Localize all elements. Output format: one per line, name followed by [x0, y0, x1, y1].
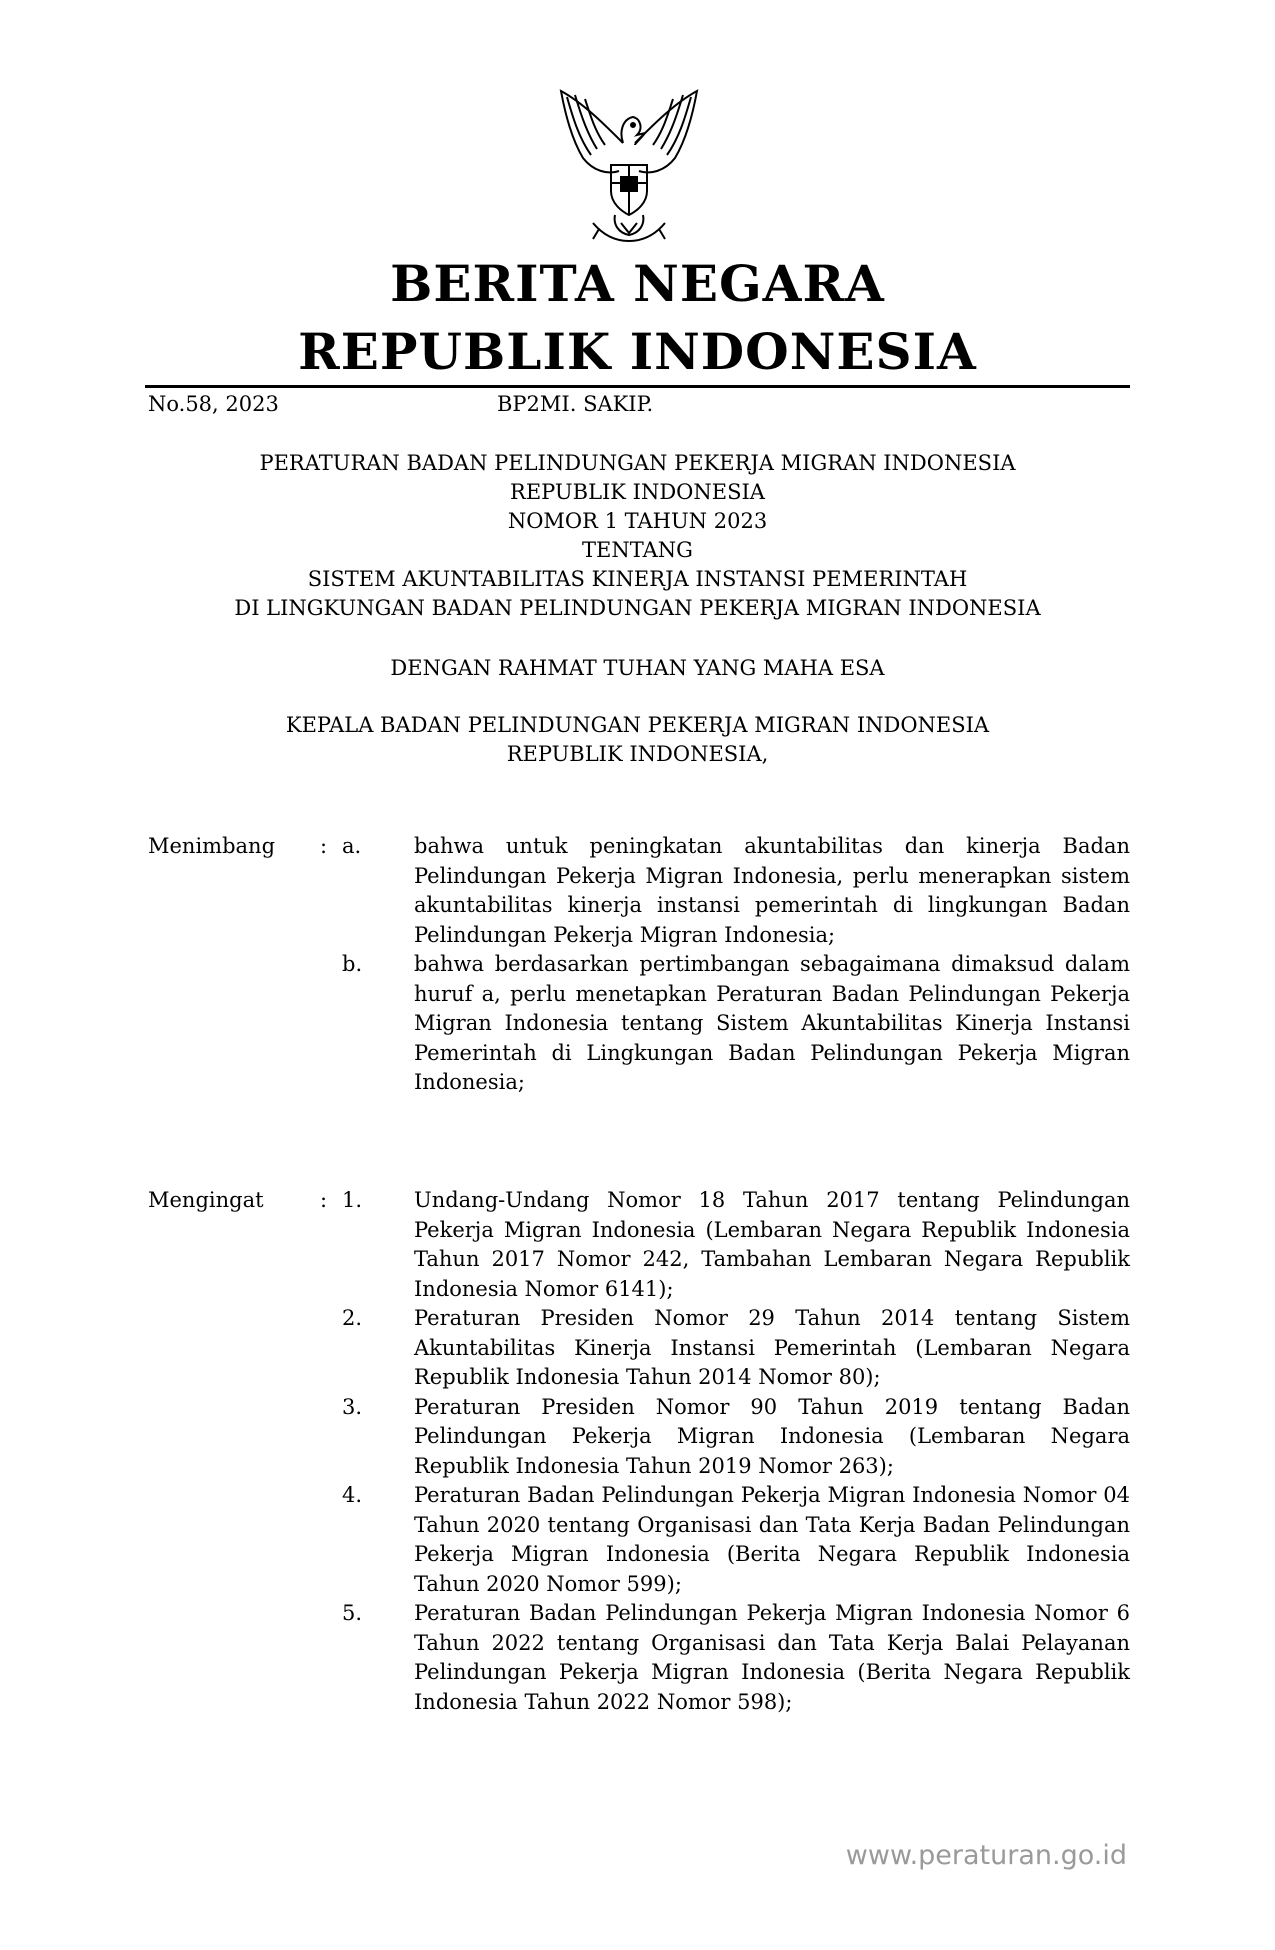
list-item [148, 1481, 1130, 1599]
menimbang-section [148, 832, 1130, 1098]
list-item [148, 1393, 1130, 1482]
item-text: Peraturan Badan Pelindungan Pekerja Migran Indonesia Nomor 04 Tahun 2020 tentang Organisasi dan Tata Kerja Badan Pelindungan Pekerja Migran Indonesia (Berita Negara Republik Indonesia Tahun 2020 Nomor 599); [414, 1483, 1130, 1596]
list-item [148, 1599, 1130, 1717]
item-text: Undang-Undang Nomor 18 Tahun 2017 tentang Pelindungan Pekerja Migran Indonesia (Lembaran Negara Republik Indonesia Tahun 2017 Nomor 242, Tambahan Lembaran Negara Republik Indonesia Nomor 6141); [414, 1188, 1130, 1301]
title-line: PERATURAN BADAN PELINDUNGAN PEKERJA MIGRAN INDONESIA [259, 451, 1016, 475]
item-text: Peraturan Badan Pelindungan Pekerja Migran Indonesia Nomor 6 Tahun 2022 tentang Organisasi dan Tata Kerja Balai Pelayanan Pelindungan Pekerja Migran Indonesia (Berita Negara Republik Indonesia Tahun 2022 Nomor 598); [414, 1601, 1130, 1714]
garuda-emblem-icon [553, 83, 705, 245]
title-line: NOMOR 1 TAHUN 2023 [507, 509, 768, 533]
item-marker: 5. [342, 1601, 363, 1625]
item-text: Peraturan Presiden Nomor 29 Tahun 2014 tentang Sistem Akuntabilitas Kinerja Instansi Pemerintah (Lembaran Negara Republik Indonesia Tahun 2014 Nomor 80); [414, 1306, 1130, 1389]
section-label: Menimbang [148, 834, 276, 858]
mengingat-section [148, 1186, 1130, 1717]
title-line: SISTEM AKUNTABILITAS KINERJA INSTANSI PEMERINTAH [307, 567, 968, 591]
regulation-title [0, 449, 1275, 623]
list-item [148, 1186, 1130, 1304]
gazette-agency: BP2MI. SAKIP. [497, 392, 654, 416]
title-line: REPUBLIK INDONESIA [510, 480, 765, 504]
title-line: TENTANG [582, 538, 693, 562]
item-text: Peraturan Presiden Nomor 90 Tahun 2019 tentang Badan Pelindungan Pekerja Migran Indonesia (Lembaran Negara Republik Indonesia Tahun 2019 Nomor 263); [414, 1394, 1130, 1478]
authority-line: REPUBLIK INDONESIA, [506, 742, 769, 766]
section-colon: : [320, 1188, 328, 1212]
authority-line: KEPALA BADAN PELINDUNGAN PEKERJA MIGRAN INDONESIA [285, 713, 990, 737]
section-colon: : [320, 834, 328, 858]
item-marker: 2. [342, 1306, 363, 1330]
item-marker: b. [342, 952, 363, 976]
item-marker: 4. [342, 1483, 363, 1507]
section-label: Mengingat [148, 1188, 264, 1212]
list-item [148, 950, 1130, 1098]
issuing-authority [0, 711, 1275, 769]
item-marker: a. [342, 834, 362, 858]
item-marker: 3. [342, 1394, 363, 1419]
item-text: bahwa untuk peningkatan akuntabilitas dan kinerja Badan Pelindungan Pekerja Migran Indonesia, perlu menerapkan sistem akuntabilitas kinerja instansi pemerintah di lingkungan Badan Pelindungan Pekerja Migran Indonesia; [414, 834, 1130, 947]
gazette-number: No.58, 2023 [148, 392, 279, 416]
grace-phrase: DENGAN RAHMAT TUHAN YANG MAHA ESA [390, 656, 885, 680]
list-item [148, 832, 1130, 950]
source-watermark-link[interactable]: www.peraturan.go.id [845, 1840, 1127, 1871]
masthead-divider [145, 385, 1130, 388]
item-text: bahwa berdasarkan pertimbangan sebagaimana dimaksud dalam huruf a, perlu menetapkan Peraturan Badan Pelindungan Pekerja Migran Indonesia tentang Sistem Akuntabilitas Kinerja Instansi Pemerintah di Lingkungan Badan Pelindungan Pekerja Migran Indonesia; [414, 952, 1130, 1094]
masthead-line-1: BERITA NEGARA [390, 254, 885, 313]
masthead-line-2: REPUBLIK INDONESIA [298, 322, 977, 381]
title-line: DI LINGKUNGAN BADAN PELINDUNGAN PEKERJA MIGRAN INDONESIA [234, 596, 1041, 620]
list-item [148, 1304, 1130, 1393]
item-marker: 1. [342, 1188, 363, 1212]
